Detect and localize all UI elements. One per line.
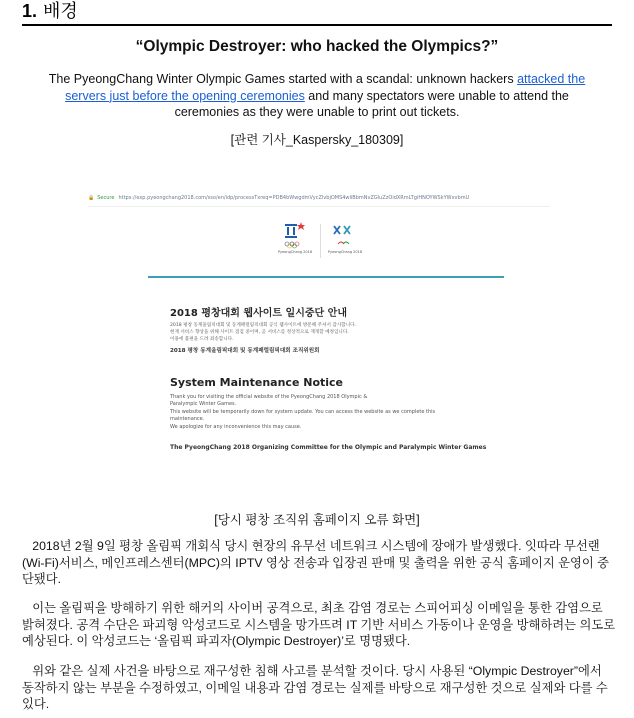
intro-text-before: The PyeongChang Winter Olympic Games started with a scandal: unknown hackers — [48, 72, 518, 86]
korean-notice-line: 이용에 불편을 드려 죄송합니다. — [170, 337, 234, 342]
logo-divider — [320, 224, 321, 258]
paralympic-logo — [322, 220, 368, 260]
korean-notice-title: 2018 평창대회 웹사이트 일시중단 안내 — [170, 308, 347, 319]
english-notice-line: This website will be temporarily down for system update. You can access the website as we complete this — [170, 408, 436, 415]
intro-text-after: and many spectators were unable to attend the ceremonies as they were unable to print out tickets. — [174, 88, 569, 119]
english-notice-line: Thank you for visiting the official website of the PyeongChang 2018 Olympic & — [170, 394, 368, 400]
paralympic-logo-caption: PyeongChang 2018 — [327, 250, 363, 254]
korean-organizer: 2018 평창 동계올림픽대회 및 동계패럴림픽대회 조직위원회 — [170, 348, 320, 354]
olympic-logo — [272, 220, 318, 260]
source-reference: [관련 기사_Kaspersky_180309] — [230, 133, 404, 147]
intro-link[interactable]: attacked the servers just before the opening ceremonies — [65, 72, 586, 103]
english-organizer: The PyeongChang 2018 Organizing Committee for the Olympic and Paralympic Winter Games — [170, 444, 487, 451]
section-title: 배경 — [43, 1, 78, 21]
english-notice-line: Paralympic Winter Games. — [170, 401, 237, 408]
paragraph-text: 위와 같은 실제 사건을 바탕으로 재구성한 침해 사고를 분석할 것이다. 당시 사용된 “Olympic Destroyer”에서 동작하지 않는 부분을 수정하였고, 이메일 내용과 감염 경로는 실제를 바탕으로 재구성한 것으로 실제와 다를 수 있다. — [22, 664, 608, 711]
secure-label: Secure — [97, 195, 115, 201]
section-heading — [22, 0, 78, 22]
olympic-emblem-icon — [272, 220, 318, 250]
olympic-logo-caption: PyeongChang 2018 — [277, 250, 313, 254]
url-bar — [88, 192, 550, 207]
intro-paragraph — [40, 71, 594, 121]
image-caption: [당시 평창 조직위 홈페이지 오류 화면] — [214, 513, 420, 527]
english-notice-title: System Maintenance Notice — [170, 376, 344, 389]
logo-group — [272, 220, 368, 260]
english-notice-line: We apologize for any inconvenience this may cause. — [170, 423, 302, 430]
paralympic-emblem-icon — [322, 220, 368, 250]
section-number: 1. — [22, 1, 38, 21]
body-paragraph — [22, 663, 616, 713]
paragraph-text: 이는 올림픽을 방해하기 위한 해커의 사이버 공격으로, 최초 감염 경로는 스피어피싱 이메일을 통한 감염으로 밝혀졌다. 공격 수단은 파괴형 악성코드로 시스템을 망가뜨려 IT 기반 서비스 가동이나 운영을 방해하려는 의도로 예상된다. 이 악성코드는 ‘올림픽 파괴자(Olympic Destroyer)’로 명명됐다. — [22, 601, 616, 648]
paragraph-text: 2018년 2월 9일 평창 올림픽 개회식 당시 현장의 유무선 네트워크 시스템에 장애가 발생했다. 잇따라 무선랜(Wi-Fi)서비스, 메인프레스센터(MPC)의 IPTV 영상 전송과 입장권 판매 및 출력을 위한 공식 홈페이지 운영이 중단됐다. — [22, 539, 610, 586]
heading-rule — [22, 24, 612, 26]
screenshot-rule — [148, 276, 504, 278]
url-text: https://exp.pyeongchang2018.com/sso/en/idp/processTxreq=PDB4bWwgdmVycZlvbjOMS4wliBbmNvZGluZzOidXRmLTgiHNOYWSkYWxvbmU — [118, 195, 470, 201]
body-paragraph — [22, 600, 616, 650]
english-notice-body — [170, 394, 500, 431]
english-notice-line: maintenance. — [170, 416, 205, 423]
maintenance-screenshot — [88, 186, 550, 482]
korean-notice-line: 현재 서비스 향상을 위해 사이트 점검 중이며, 곧 서비스를 정상적으로 재개할 예정입니다. — [170, 330, 349, 335]
korean-notice-body — [170, 322, 500, 343]
korean-notice-line: 2018 평창 동계올림픽대회 및 동계패럴림픽대회 공식 웹사이트에 방문해 주셔서 감사합니다. — [170, 323, 357, 328]
lock-icon: 🔒 — [88, 195, 95, 201]
body-paragraph — [22, 538, 616, 588]
article-title: “Olympic Destroyer: who hacked the Olympics?” — [135, 38, 499, 55]
